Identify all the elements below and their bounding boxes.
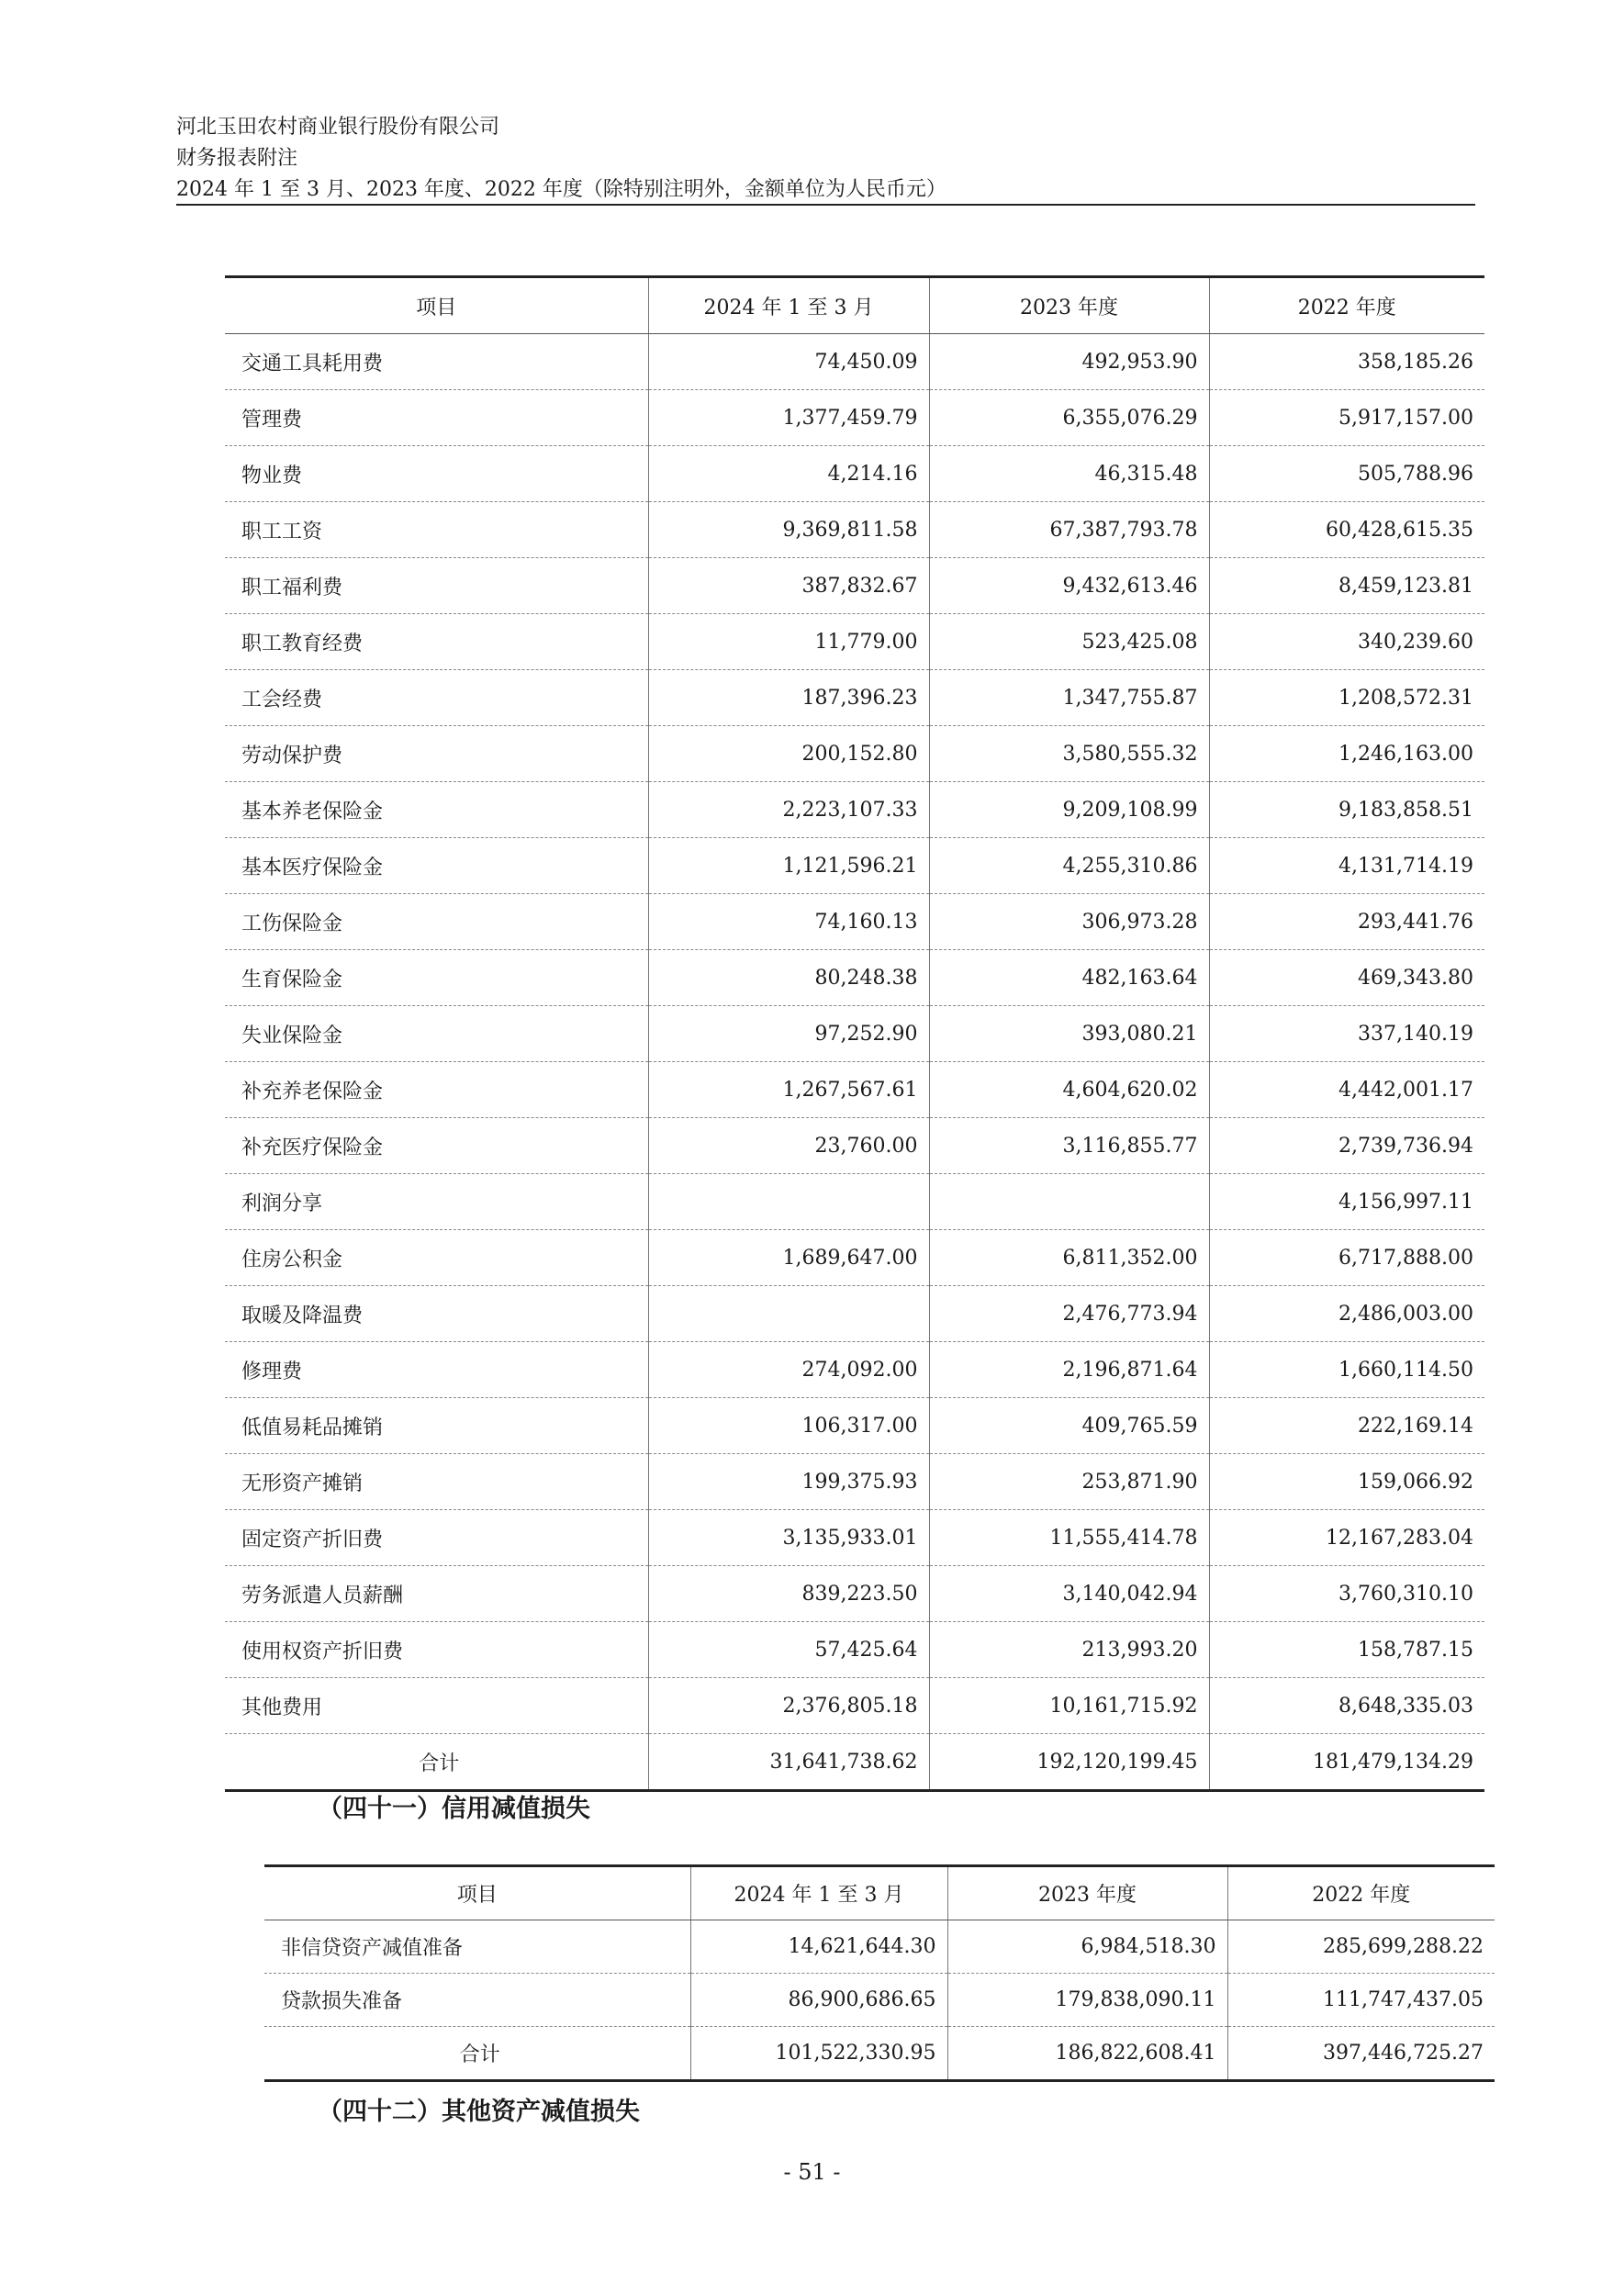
table-row: [225, 1118, 1484, 1174]
row-label: 修理费: [225, 1342, 648, 1398]
amount-cell: 358,185.26: [1209, 334, 1484, 390]
amount-cell: 1,208,572.31: [1209, 670, 1484, 726]
page-number: - 51 -: [783, 2159, 841, 2185]
row-label: 固定资产折旧费: [225, 1510, 648, 1566]
row-label: 失业保险金: [225, 1006, 648, 1062]
amount-cell: 1,121,596.21: [648, 838, 929, 894]
table-row: [225, 1398, 1484, 1454]
amount-cell: 839,223.50: [648, 1566, 929, 1622]
amount-cell: 1,347,755.87: [929, 670, 1209, 726]
amount-cell: 409,765.59: [929, 1398, 1209, 1454]
total-label: 合计: [225, 1734, 648, 1791]
total-amount: 397,446,725.27: [1227, 2027, 1495, 2081]
amount-cell: 200,152.80: [648, 726, 929, 782]
table-row: [225, 1286, 1484, 1342]
amount-cell: 3,580,555.32: [929, 726, 1209, 782]
amount-cell: 469,343.80: [1209, 950, 1484, 1006]
amount-cell: 10,161,715.92: [929, 1678, 1209, 1734]
amount-cell: 2,476,773.94: [929, 1286, 1209, 1342]
amount-cell: 6,811,352.00: [929, 1230, 1209, 1286]
row-label: 使用权资产折旧费: [225, 1622, 648, 1678]
row-label: 基本医疗保险金: [225, 838, 648, 894]
amount-cell: 3,116,855.77: [929, 1118, 1209, 1174]
amount-cell: 306,973.28: [929, 894, 1209, 950]
amount-cell: 9,369,811.58: [648, 502, 929, 558]
row-label: 基本养老保险金: [225, 782, 648, 838]
row-label: 补充医疗保险金: [225, 1118, 648, 1174]
amount-cell: 285,699,288.22: [1227, 1920, 1495, 1974]
row-label: 管理费: [225, 390, 648, 446]
amount-cell: 523,425.08: [929, 614, 1209, 670]
amount-cell: 6,717,888.00: [1209, 1230, 1484, 1286]
column-header: 2022 年度: [1227, 1866, 1495, 1920]
total-amount: 181,479,134.29: [1209, 1734, 1484, 1791]
amount-cell: 46,315.48: [929, 446, 1209, 502]
amount-cell: 4,604,620.02: [929, 1062, 1209, 1118]
row-label: 其他费用: [225, 1678, 648, 1734]
section-heading-other-asset-impairment: （四十二）其他资产减值损失: [318, 2098, 640, 2126]
credit-impairment-table: [264, 1864, 1495, 2082]
amount-cell: [648, 1286, 929, 1342]
total-amount: 31,641,738.62: [648, 1734, 929, 1791]
amount-cell: 11,779.00: [648, 614, 929, 670]
amount-cell: 1,660,114.50: [1209, 1342, 1484, 1398]
amount-cell: 3,140,042.94: [929, 1566, 1209, 1622]
amount-cell: 2,486,003.00: [1209, 1286, 1484, 1342]
amount-cell: 293,441.76: [1209, 894, 1484, 950]
table-row: [264, 1974, 1495, 2027]
amount-cell: [929, 1174, 1209, 1230]
table-row: [225, 1062, 1484, 1118]
amount-cell: 11,555,414.78: [929, 1510, 1209, 1566]
page-header: [176, 112, 1480, 206]
section-heading-credit-impairment: （四十一）信用减值损失: [318, 1795, 590, 1823]
total-label: 合计: [264, 2027, 690, 2081]
amount-cell: 340,239.60: [1209, 614, 1484, 670]
amount-cell: 1,689,647.00: [648, 1230, 929, 1286]
amount-cell: 187,396.23: [648, 670, 929, 726]
header-rule: [176, 204, 1475, 206]
column-header: 2023 年度: [929, 277, 1209, 334]
total-amount: 186,822,608.41: [947, 2027, 1227, 2081]
row-label: 住房公积金: [225, 1230, 648, 1286]
table-row: [225, 1006, 1484, 1062]
amount-cell: 97,252.90: [648, 1006, 929, 1062]
column-header: 2023 年度: [947, 1866, 1227, 1920]
amount-cell: 482,163.64: [929, 950, 1209, 1006]
amount-cell: 1,246,163.00: [1209, 726, 1484, 782]
table-body: [264, 1920, 1495, 2081]
table-row: [225, 670, 1484, 726]
row-label: 非信贷资产减值准备: [264, 1920, 690, 1974]
amount-cell: 9,432,613.46: [929, 558, 1209, 614]
amount-cell: 4,131,714.19: [1209, 838, 1484, 894]
amount-cell: 8,648,335.03: [1209, 1678, 1484, 1734]
column-header: 项目: [264, 1866, 690, 1920]
amount-cell: 1,377,459.79: [648, 390, 929, 446]
amount-cell: 159,066.92: [1209, 1454, 1484, 1510]
row-label: 低值易耗品摊销: [225, 1398, 648, 1454]
table-row: [225, 1230, 1484, 1286]
column-header: 2022 年度: [1209, 277, 1484, 334]
amount-cell: 492,953.90: [929, 334, 1209, 390]
row-label: 补充养老保险金: [225, 1062, 648, 1118]
table-row: [225, 782, 1484, 838]
table-row: [225, 1454, 1484, 1510]
amount-cell: 12,167,283.04: [1209, 1510, 1484, 1566]
table-row: [225, 1510, 1484, 1566]
amount-cell: 4,156,997.11: [1209, 1174, 1484, 1230]
column-header: 2024 年 1 至 3 月: [648, 277, 929, 334]
row-label: 工会经费: [225, 670, 648, 726]
amount-cell: 67,387,793.78: [929, 502, 1209, 558]
amount-cell: 9,209,108.99: [929, 782, 1209, 838]
amount-cell: 106,317.00: [648, 1398, 929, 1454]
table-row: [264, 1920, 1495, 1974]
row-label: 职工工资: [225, 502, 648, 558]
amount-cell: 6,355,076.29: [929, 390, 1209, 446]
row-label: 职工教育经费: [225, 614, 648, 670]
table-row: [225, 838, 1484, 894]
amount-cell: 213,993.20: [929, 1622, 1209, 1678]
amount-cell: 6,984,518.30: [947, 1920, 1227, 1974]
amount-cell: 74,450.09: [648, 334, 929, 390]
total-row: [264, 2027, 1495, 2081]
document-title: 财务报表附注: [176, 147, 298, 170]
amount-cell: 387,832.67: [648, 558, 929, 614]
row-label: 劳动保护费: [225, 726, 648, 782]
amount-cell: 57,425.64: [648, 1622, 929, 1678]
amount-cell: 2,739,736.94: [1209, 1118, 1484, 1174]
table-row: [225, 502, 1484, 558]
table-header-row: [225, 277, 1484, 334]
row-label: 无形资产摊销: [225, 1454, 648, 1510]
amount-cell: 393,080.21: [929, 1006, 1209, 1062]
amount-cell: 74,160.13: [648, 894, 929, 950]
total-amount: 192,120,199.45: [929, 1734, 1209, 1791]
amount-cell: 2,223,107.33: [648, 782, 929, 838]
column-header: 项目: [225, 277, 648, 334]
amount-cell: 2,376,805.18: [648, 1678, 929, 1734]
row-label: 贷款损失准备: [264, 1974, 690, 2027]
row-label: 劳务派遣人员薪酬: [225, 1566, 648, 1622]
amount-cell: 274,092.00: [648, 1342, 929, 1398]
amount-cell: 60,428,615.35: [1209, 502, 1484, 558]
row-label: 利润分享: [225, 1174, 648, 1230]
amount-cell: [648, 1174, 929, 1230]
table-row: [225, 726, 1484, 782]
table-row: [225, 1622, 1484, 1678]
amount-cell: 8,459,123.81: [1209, 558, 1484, 614]
company-name: 河北玉田农村商业银行股份有限公司: [176, 116, 500, 139]
period-note: 2024 年 1 至 3 月、2023 年度、2022 年度（除特别注明外，金额单位为人民币元）: [176, 178, 946, 201]
table-row: [225, 950, 1484, 1006]
amount-cell: 3,760,310.10: [1209, 1566, 1484, 1622]
amount-cell: 9,183,858.51: [1209, 782, 1484, 838]
table-row: [225, 1342, 1484, 1398]
row-label: 交通工具耗用费: [225, 334, 648, 390]
row-label: 取暖及降温费: [225, 1286, 648, 1342]
row-label: 职工福利费: [225, 558, 648, 614]
table-row: [225, 390, 1484, 446]
amount-cell: 179,838,090.11: [947, 1974, 1227, 2027]
amount-cell: 86,900,686.65: [690, 1974, 947, 2027]
table-row: [225, 1566, 1484, 1622]
column-header: 2024 年 1 至 3 月: [690, 1866, 947, 1920]
table-row: [225, 894, 1484, 950]
amount-cell: 80,248.38: [648, 950, 929, 1006]
amount-cell: 4,255,310.86: [929, 838, 1209, 894]
amount-cell: 3,135,933.01: [648, 1510, 929, 1566]
table-row: [225, 446, 1484, 502]
amount-cell: 253,871.90: [929, 1454, 1209, 1510]
row-label: 生育保险金: [225, 950, 648, 1006]
table-body: [225, 334, 1484, 1791]
amount-cell: 14,621,644.30: [690, 1920, 947, 1974]
amount-cell: 199,375.93: [648, 1454, 929, 1510]
amount-cell: 111,747,437.05: [1227, 1974, 1495, 2027]
table-row: [225, 334, 1484, 390]
row-label: 物业费: [225, 446, 648, 502]
amount-cell: 505,788.96: [1209, 446, 1484, 502]
table-row: [225, 558, 1484, 614]
amount-cell: 4,442,001.17: [1209, 1062, 1484, 1118]
row-label: 工伤保险金: [225, 894, 648, 950]
table-row: [225, 614, 1484, 670]
total-row: [225, 1734, 1484, 1791]
amount-cell: 337,140.19: [1209, 1006, 1484, 1062]
table-row: [225, 1174, 1484, 1230]
amount-cell: 222,169.14: [1209, 1398, 1484, 1454]
amount-cell: 5,917,157.00: [1209, 390, 1484, 446]
amount-cell: 1,267,567.61: [648, 1062, 929, 1118]
amount-cell: 2,196,871.64: [929, 1342, 1209, 1398]
table-row: [225, 1678, 1484, 1734]
table-header-row: [264, 1866, 1495, 1920]
amount-cell: 23,760.00: [648, 1118, 929, 1174]
amount-cell: 158,787.15: [1209, 1622, 1484, 1678]
amount-cell: 4,214.16: [648, 446, 929, 502]
expense-detail-table: [225, 275, 1484, 1792]
total-amount: 101,522,330.95: [690, 2027, 947, 2081]
